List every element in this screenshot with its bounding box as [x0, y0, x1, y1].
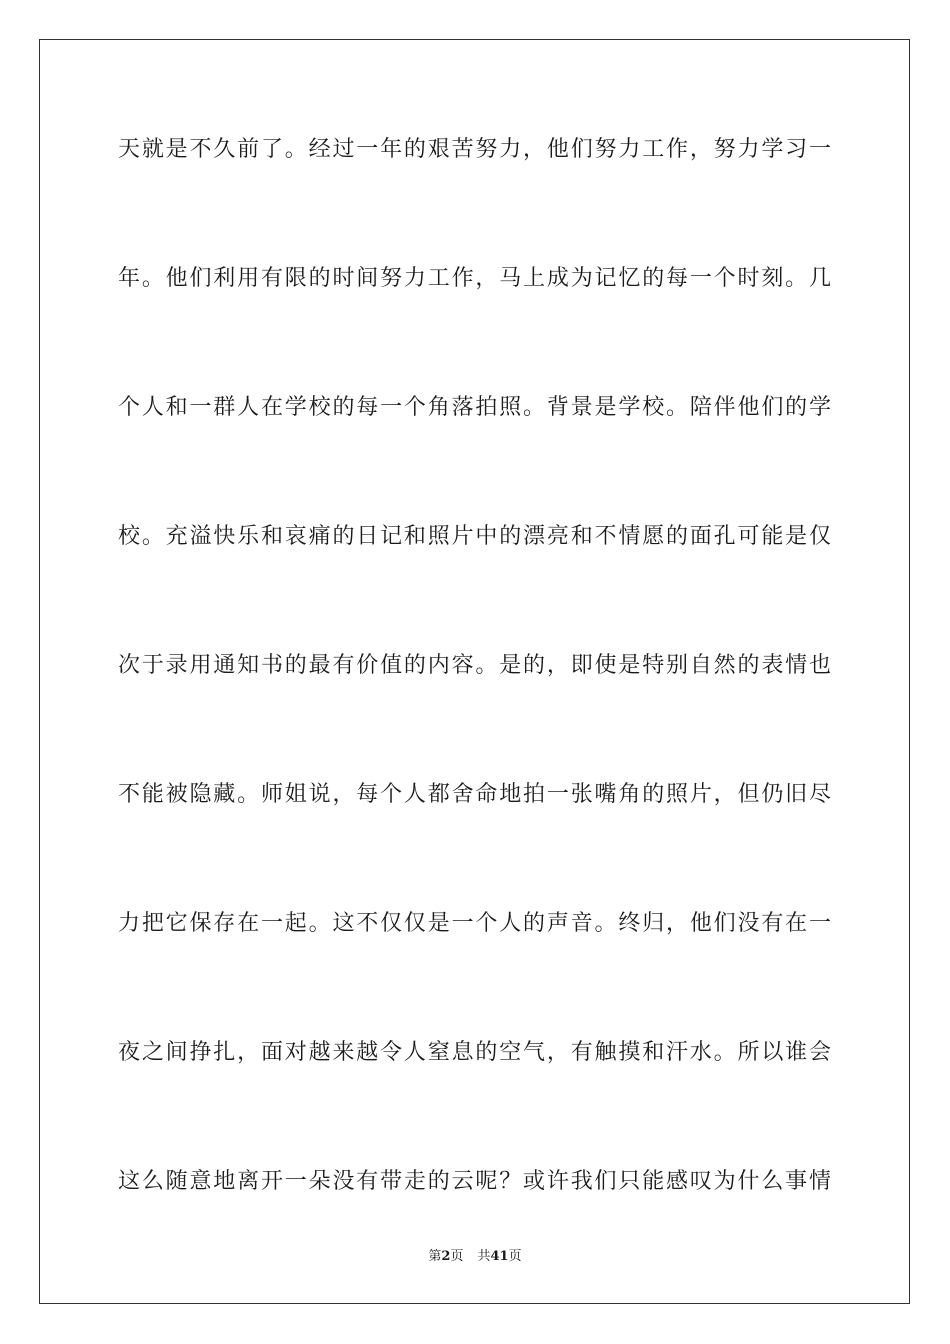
- text-line: [118, 515, 832, 571]
- text-line-content: 校。充溢快乐和哀痛的日记和照片中的漂亮和不情愿的面孔可能是仅: [118, 524, 832, 549]
- text-line-content: 年。他们利用有限的时间努力工作，马上成为记忆的每一个时刻。几: [118, 266, 832, 291]
- page-prefix: 第: [428, 1249, 442, 1264]
- page-number: 2: [441, 1249, 451, 1264]
- total-pages: 41: [490, 1249, 509, 1264]
- text-line-content: 次于录用通知书的最有价值的内容。是的，即使是特别自然的表情也: [118, 653, 832, 678]
- text-line: [118, 128, 832, 184]
- page-suffix: 页: [450, 1249, 464, 1264]
- text-line: [118, 644, 832, 700]
- text-line-content: 力把它保存在一起。这不仅仅是一个人的声音。终归，他们没有在一: [118, 911, 832, 936]
- total-prefix: 共: [477, 1249, 491, 1264]
- text-line: [118, 902, 832, 958]
- total-suffix: 页: [508, 1249, 522, 1264]
- text-line-content: 个人和一群人在学校的每一个角落拍照。背景是学校。陪伴他们的学: [118, 395, 832, 420]
- page-footer: [0, 1245, 950, 1264]
- text-line: [118, 257, 832, 313]
- text-line: [118, 773, 832, 829]
- text-line: [118, 386, 832, 442]
- text-line-content: 这么随意地离开一朵没有带走的云呢？或许我们只能感叹为什么事情: [118, 1169, 832, 1194]
- text-line-content: 不能被隐藏。师姐说，每个人都舍命地拍一张嘴角的照片，但仍旧尽: [118, 782, 832, 807]
- text-line: [118, 1160, 832, 1216]
- text-line-content: 天就是不久前了。经过一年的艰苦努力，他们努力工作，努力学习一: [118, 137, 832, 162]
- text-line: [118, 1031, 832, 1087]
- text-line-content: 夜之间挣扎，面对越来越令人窒息的空气，有触摸和汗水。所以谁会: [118, 1040, 832, 1065]
- document-body: [118, 128, 832, 1216]
